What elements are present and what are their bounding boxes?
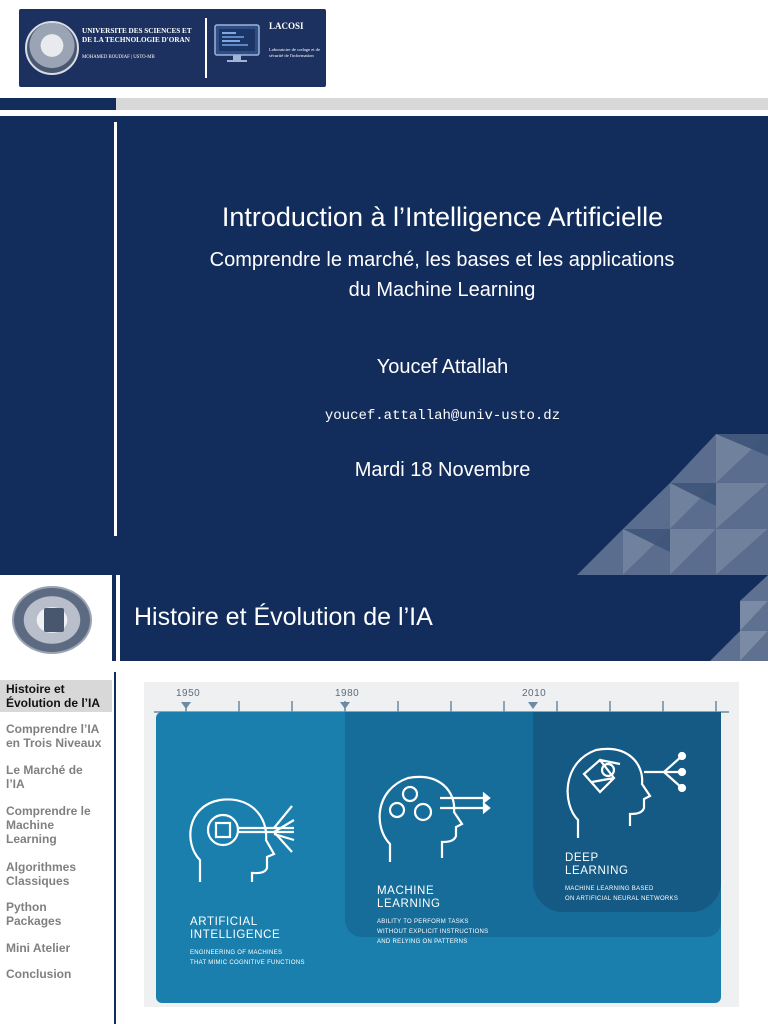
building-icon — [44, 608, 64, 632]
dl-description: ON ARTIFICIAL NEURAL NETWORKS — [565, 896, 679, 902]
nav-item-label: Machine — [6, 818, 55, 832]
nav-item-algorithmes[interactable] — [0, 858, 112, 890]
ml-title: LEARNING — [377, 898, 441, 910]
nav-item-label: Comprendre l’IA — [6, 722, 100, 736]
timeline-year: 2010 — [522, 688, 547, 699]
nav-item-label: Algorithmes — [6, 860, 77, 874]
university-seal-icon — [25, 21, 79, 75]
nav-item-label: Le Marché de — [6, 763, 83, 777]
nav-item-label: en Trois Niveaux — [6, 736, 102, 750]
ai-ml-dl-timeline-figure — [144, 682, 739, 1007]
presentation-subtitle — [164, 245, 720, 305]
dl-title: DEEP — [565, 852, 599, 864]
progress-stripe-filled — [0, 98, 116, 110]
monitor-icon — [213, 23, 261, 65]
subtitle-line-2: du Machine Learning — [348, 279, 536, 301]
author-email: youcef.attallah@univ-usto.dz — [324, 408, 561, 424]
nav-item-label: Mini Atelier — [6, 941, 71, 955]
ml-title: MACHINE — [377, 885, 435, 897]
dl-panel-text — [565, 852, 678, 904]
nav-item-label: Classiques — [6, 874, 70, 888]
lab-description: Laboratoire de codage et de sécurité de l'information — [269, 47, 321, 58]
ai-panel-text — [190, 916, 305, 968]
lab-name: LACOSI — [269, 21, 304, 31]
timeline-year: 1980 — [335, 688, 360, 699]
presentation-title: Introduction à l’Intelligence Artificielle — [221, 202, 664, 232]
ai-title: ARTIFICIAL — [190, 916, 258, 928]
section-logo-area — [0, 575, 112, 661]
section-divider-line — [116, 575, 120, 661]
university-subname: MOHAMED BOUDIAF | USTO-MB — [82, 55, 155, 60]
university-seal-icon — [12, 586, 92, 654]
banner-divider — [205, 18, 207, 78]
ai-description: THAT MIMIC COGNITIVE FUNCTIONS — [190, 960, 305, 966]
subtitle-line-1: Comprendre le marché, les bases et les applications — [209, 249, 675, 271]
nav-item-python[interactable] — [0, 898, 112, 930]
timeline-year: 1950 — [176, 688, 201, 699]
author-name: Youcef Attallah — [376, 356, 509, 378]
nav-item-comprendre-ml[interactable] — [0, 802, 112, 848]
nav-item-label: Conclusion — [6, 967, 72, 981]
header-banner — [0, 0, 768, 98]
nav-item-label: Packages — [6, 914, 62, 928]
sidebar-divider — [114, 672, 116, 1024]
nav-item-comprendre-ia[interactable] — [0, 720, 112, 752]
nav-item-histoire[interactable] — [0, 680, 112, 712]
ml-description: ABILITY TO PERFORM TASKS — [377, 919, 469, 925]
section-slide-header — [0, 575, 768, 661]
nav-item-label: Learning — [6, 832, 57, 846]
section-title: Histoire et Évolution de l’IA — [134, 603, 433, 631]
title-slide — [0, 116, 768, 575]
nav-item-label: Histoire et — [6, 682, 65, 696]
ml-description: AND RELYING ON PATTERNS — [377, 939, 468, 945]
dl-description: MACHINE LEARNING BASED — [565, 886, 654, 892]
ml-panel-text — [377, 885, 489, 947]
university-name: UNIVERSITE DES SCIENCES ET DE LA TECHNOLOGIE D'ORAN — [82, 27, 192, 44]
ai-title: INTELLIGENCE — [190, 929, 281, 941]
nav-item-marche[interactable] — [0, 761, 112, 793]
nav-item-label: Évolution de l’IA — [6, 696, 101, 710]
ai-description: ENGINEERING OF MACHINES — [190, 950, 283, 956]
nav-item-mini-atelier[interactable] — [0, 939, 112, 957]
nav-item-label: Comprendre le — [6, 804, 91, 818]
ml-description: WITHOUT EXPLICIT INSTRUCTIONS — [377, 929, 489, 935]
dl-title: LEARNING — [565, 865, 629, 877]
nav-item-label: Python — [6, 900, 47, 914]
nav-item-conclusion[interactable] — [0, 965, 112, 983]
nav-item-label: l’IA — [6, 777, 25, 791]
institution-logo-banner — [19, 9, 326, 87]
presentation-date: Mardi 18 Novembre — [354, 459, 531, 481]
